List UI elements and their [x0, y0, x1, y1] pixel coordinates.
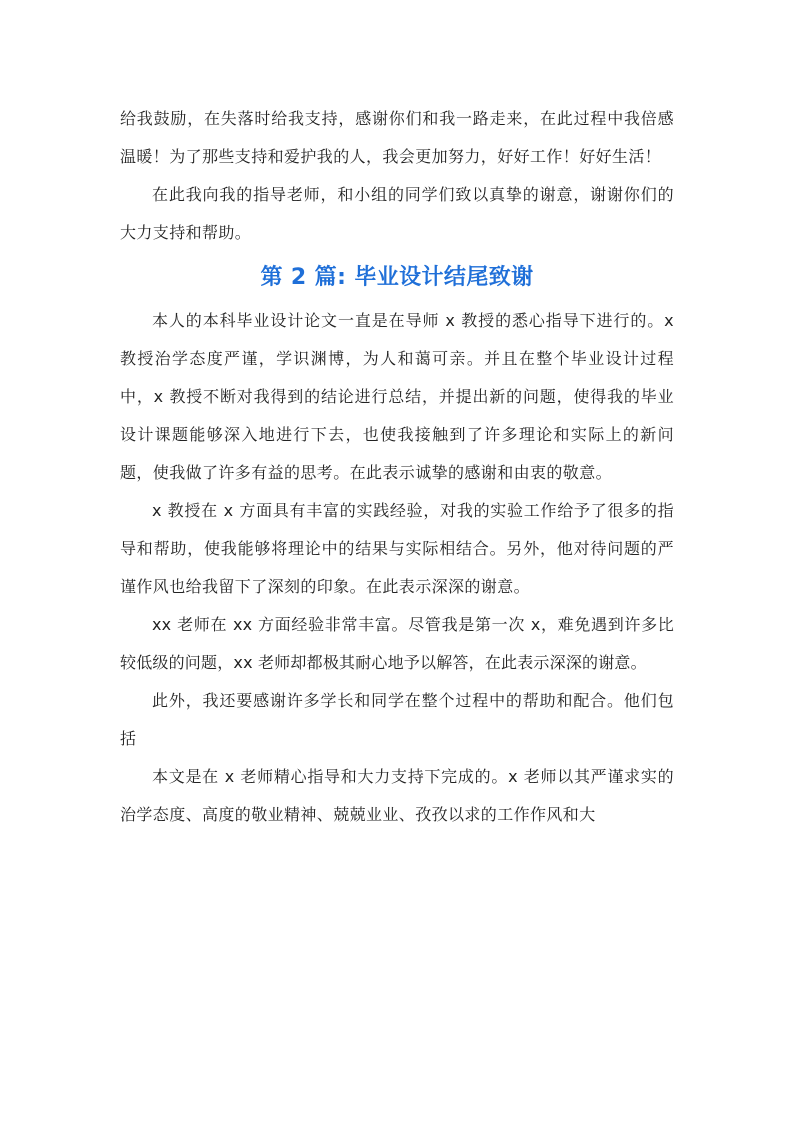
- paragraph-advisor-guidance: 本人的本科毕业设计论文一直是在导师 x 教授的悉心指导下进行的。x 教授治学态度严谨，学识渊博，为人和蔼可亲。并且在整个毕业设计过程中，x 教授不断对我得到的结论进行总结，并提出新的问题，使得我的毕业设计课题能够深入地进行下去，也使我接触到了许多理论和实际上的新问题，使我做了许多有益的思考。在此表示诚挚的感谢和由衷的敬意。: [120, 311, 674, 482]
- paragraph-thanks-advisor: 在此我向我的指导老师，和小组的同学们致以真挚的谢意，谢谢你们的大力支持和帮助。: [120, 185, 674, 242]
- paragraph-practical-experience: x 教授在 x 方面具有丰富的实践经验，对我的实验工作给予了很多的指导和帮助，使我能够将理论中的结果与实际相结合。另外，他对待问题的严谨作风也给我留下了深刻的印象。在此表示深深的谢意。: [120, 501, 674, 596]
- paragraph-teacher-patience: xx 老师在 xx 方面经验非常丰富。尽管我是第一次 x，难免遇到许多比较低级的问题，xx 老师却都极其耐心地予以解答，在此表示深深的谢意。: [120, 615, 674, 672]
- paragraph-continuation: 给我鼓励，在失落时给我支持，感谢你们和我一路走来，在此过程中我倍感温暖！为了那些支持和爱护我的人，我会更加努力，好好工作！好好生活！: [120, 109, 674, 166]
- document-body: [120, 100, 674, 834]
- section-heading: 第 2 篇: 毕业设计结尾致谢: [260, 265, 534, 290]
- paragraph-classmates: 此外，我还要感谢许多学长和同学在整个过程中的帮助和配合。他们包括: [120, 691, 674, 748]
- paragraph-conclusion: 本文是在 x 老师精心指导和大力支持下完成的。x 老师以其严谨求实的治学态度、高度的敬业精神、兢兢业业、孜孜以求的工作作风和大: [120, 767, 674, 824]
